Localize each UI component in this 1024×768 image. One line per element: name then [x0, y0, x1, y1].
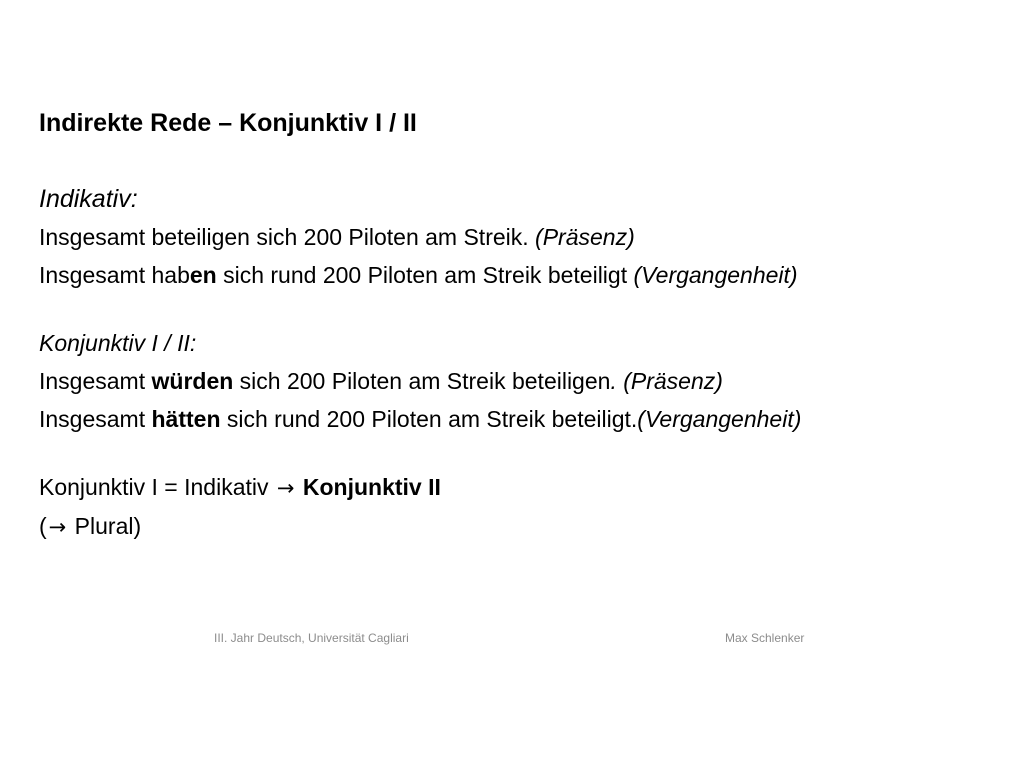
indikativ-line-1	[39, 218, 1009, 256]
indikativ-line-2-pre: Insgesamt hab	[39, 262, 190, 288]
indikativ-line-2-bold: en	[189, 262, 217, 288]
rule-line-1-bold: Konjunktiv II	[302, 474, 441, 500]
rule-line-2-open: (	[39, 513, 47, 539]
slide-content	[39, 104, 1009, 546]
indikativ-line-1-tense: (Präsenz)	[535, 224, 635, 250]
konjunktiv-line-2-pre: Insgesamt	[39, 406, 152, 432]
rule-line-1-pre: Konjunktiv I = Indikativ	[39, 474, 275, 500]
right-arrow-icon: →	[276, 476, 295, 500]
konjunktiv-line-1	[39, 362, 1009, 400]
footer-author: Max Schlenker	[725, 631, 805, 645]
indikativ-line-2-tense: (Vergangenheit)	[633, 262, 798, 288]
konjunktiv-line-2	[39, 400, 1009, 438]
indikativ-line-2	[39, 256, 1009, 294]
rule-line-1	[39, 468, 1009, 507]
indikativ-line-2-post: sich rund 200 Piloten am Streik beteiligt	[216, 262, 634, 288]
konjunktiv-line-2-bold: hätten	[151, 406, 221, 432]
konjunktiv-line-2-tense: (Vergangenheit)	[637, 406, 802, 432]
footer-course: III. Jahr Deutsch, Universität Cagliari	[214, 631, 409, 645]
indikativ-line-1-text: Insgesamt beteiligen sich 200 Piloten am Streik.	[39, 224, 536, 250]
right-arrow-icon: →	[48, 515, 67, 539]
rule-line-2-text: Plural)	[68, 513, 142, 539]
slide-title: Indirekte Rede – Konjunktiv I / II	[39, 109, 417, 137]
konjunktiv-heading: Konjunktiv I / II:	[39, 330, 197, 356]
rule-line-2	[39, 507, 1009, 546]
konjunktiv-line-1-post: sich 200 Piloten am Streik beteiligen	[233, 368, 611, 394]
spacer	[39, 438, 1009, 468]
konjunktiv-line-1-dot: .	[610, 368, 617, 394]
spacer	[39, 142, 1009, 180]
konjunktiv-line-1-bold: würden	[151, 368, 234, 394]
konjunktiv-line-1-tense: (Präsenz)	[616, 368, 723, 394]
konjunktiv-line-2-post: sich rund 200 Piloten am Streik beteiligt.	[220, 406, 638, 432]
spacer	[39, 294, 1009, 324]
konjunktiv-line-1-pre: Insgesamt	[39, 368, 152, 394]
indikativ-heading: Indikativ:	[39, 185, 138, 213]
